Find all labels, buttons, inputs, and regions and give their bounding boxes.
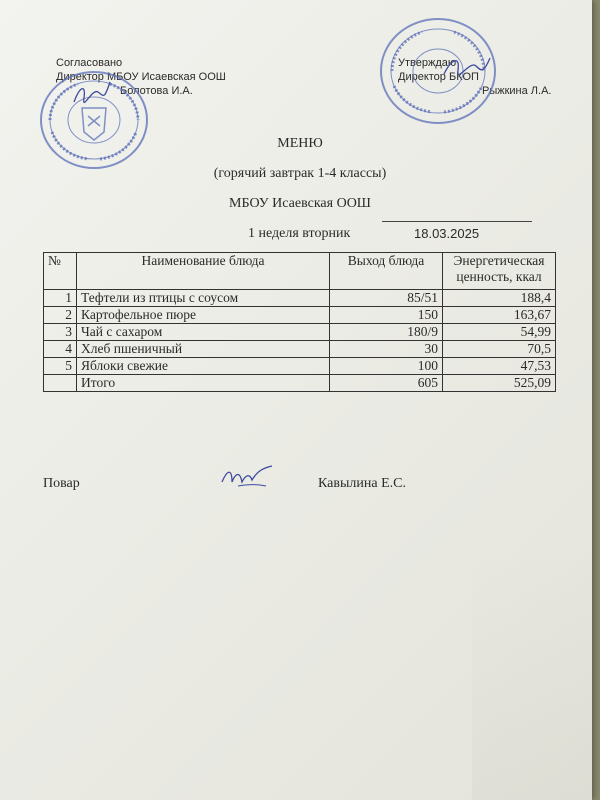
row-energy: 188,4: [443, 290, 556, 307]
header-dish-name: Наименование блюда: [77, 253, 330, 290]
row-output: 180/9: [330, 324, 443, 341]
approval-left-position: Директор МБОУ Исаевская ООШ: [56, 71, 226, 83]
header-num: №: [44, 253, 77, 290]
total-num-cell: [44, 375, 77, 392]
row-output: 100: [330, 358, 443, 375]
menu-table: [43, 252, 556, 392]
signature-cook: [220, 462, 274, 492]
row-num: 5: [44, 358, 77, 375]
row-energy: 54,99: [443, 324, 556, 341]
row-num: 4: [44, 341, 77, 358]
row-output: 30: [330, 341, 443, 358]
approval-right-position: Директор БКОП: [398, 71, 479, 83]
header-output: Выход блюда: [330, 253, 443, 290]
row-num: 1: [44, 290, 77, 307]
week-day: 1 неделя вторник: [248, 226, 351, 241]
table-row: [44, 307, 556, 324]
cook-label: Повар: [43, 476, 80, 491]
row-output: 150: [330, 307, 443, 324]
row-energy: 70,5: [443, 341, 556, 358]
row-num: 3: [44, 324, 77, 341]
table-header-row: [44, 253, 556, 290]
cook-name: Кавылина Е.С.: [318, 476, 406, 491]
menu-title: МЕНЮ: [277, 136, 323, 151]
row-energy: 163,67: [443, 307, 556, 324]
row-output: 85/51: [330, 290, 443, 307]
signature-right: [442, 52, 492, 82]
menu-subtitle: (горячий завтрак 1-4 классы): [213, 166, 387, 181]
menu-date: 18.03.2025: [414, 226, 480, 241]
paper-fold-shadow: [472, 560, 592, 800]
approval-right-title: Утверждаю: [398, 57, 457, 69]
header-energy-line2: ценность, ккал: [456, 269, 542, 284]
header-energy: [443, 253, 556, 290]
row-dish-name: Яблоки свежие: [77, 358, 330, 375]
approval-left-title: Согласовано: [56, 57, 123, 69]
approval-right-signatory: Рыжкина Л.А.: [482, 85, 552, 97]
table-row: [44, 290, 556, 307]
total-energy: 525,09: [443, 375, 556, 392]
date-underline: [382, 221, 532, 222]
total-output: 605: [330, 375, 443, 392]
row-dish-name: Тефтели из птицы с соусом: [77, 290, 330, 307]
table-row: [44, 358, 556, 375]
approval-left-signatory: Болотова И.А.: [120, 85, 193, 97]
header-energy-line1: Энергетическая: [453, 253, 545, 268]
row-dish-name: Картофельное пюре: [77, 307, 330, 324]
table-row: [44, 324, 556, 341]
total-label: Итого: [77, 375, 330, 392]
row-num: 2: [44, 307, 77, 324]
signature-left: [72, 78, 112, 112]
row-energy: 47,53: [443, 358, 556, 375]
row-dish-name: Чай с сахаром: [77, 324, 330, 341]
table-total-row: [44, 375, 556, 392]
row-dish-name: Хлеб пшеничный: [77, 341, 330, 358]
table-row: [44, 341, 556, 358]
school-name: МБОУ Исаевская ООШ: [229, 196, 371, 211]
